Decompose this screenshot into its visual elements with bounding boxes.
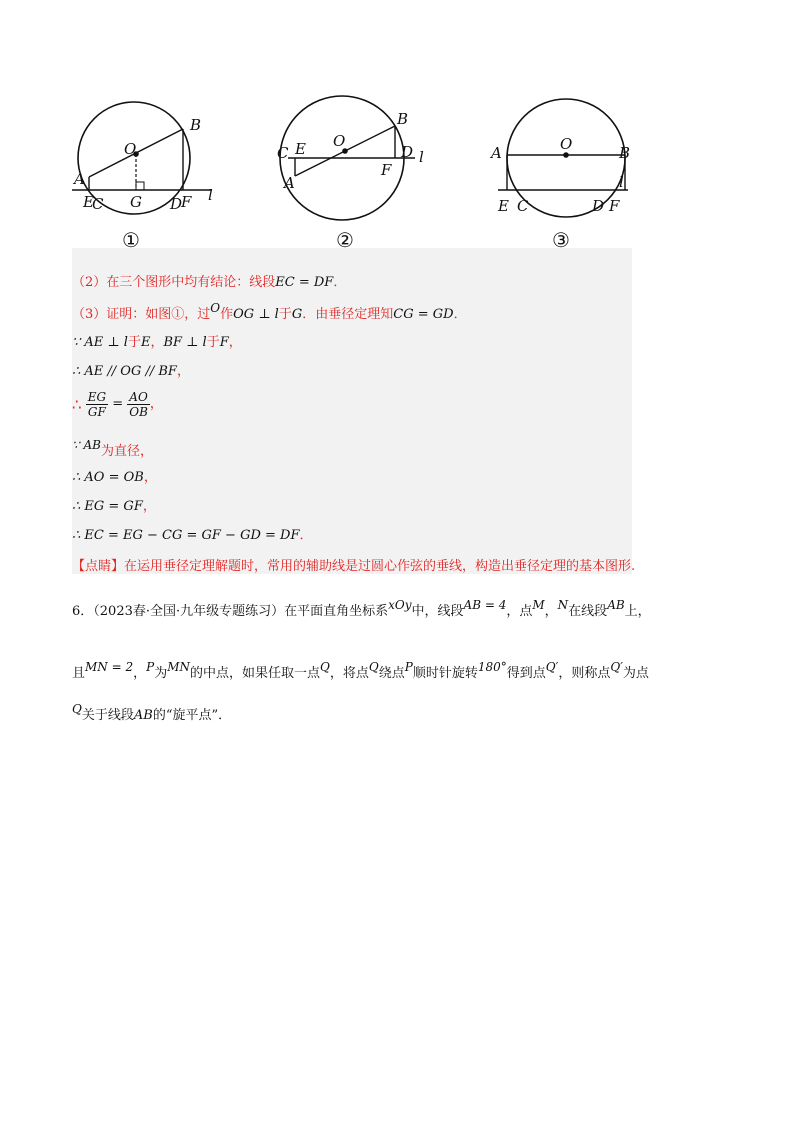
- figure-2-number: ②: [336, 228, 354, 252]
- question-6-line-2: 且MN = 2，P为MN的中点，如果任取一点Q，将点Q绕点P顺时针旋转180°得到点Q′，则称点Q′为点: [72, 660, 649, 681]
- fig3-label-f: F: [609, 197, 620, 215]
- fig2-label-f: F: [381, 161, 392, 179]
- tip-note: 【点睛】在运用垂径定理解题时，常用的辅助线是过圆心作弦的垂线，构造出垂径定理的基本图形.: [72, 559, 636, 574]
- proof-step-5: ∴ AO = OB，: [72, 470, 157, 485]
- question-6-line-3: Q关于线段AB的“旋平点”．: [72, 702, 232, 723]
- fig3-label-l: l: [619, 173, 624, 191]
- question-6-line-1: 6．（2023春·全国·九年级专题练习）在平面直角坐标系xOy中，线段AB = 4，点M，N在线段AB上，: [72, 598, 651, 619]
- proof-step-6: ∴ EG = GF，: [72, 499, 156, 514]
- fig2-label-c: C: [277, 144, 289, 162]
- figure-2: [275, 96, 435, 226]
- fig2-label-b: B: [397, 110, 409, 128]
- fig1-label-f: F: [181, 193, 192, 211]
- proof-step-2: ∴ AE // OG // BF，: [72, 364, 190, 379]
- fig2-label-d: D: [401, 143, 414, 161]
- fig3-label-b: B: [619, 144, 631, 162]
- proof-step-7: ∴ EC = EG − CG = GF − GD = DF．: [72, 528, 313, 543]
- figure-3-number: ③: [552, 228, 570, 252]
- fig2-label-a: A: [284, 174, 295, 192]
- fig3-label-a: A: [491, 144, 502, 162]
- fig1-label-e: E: [83, 193, 94, 211]
- figure-1-number: ①: [122, 228, 140, 252]
- fig1-label-d: D: [170, 195, 183, 213]
- fig1-label-o: O: [124, 140, 137, 158]
- proof-step-4: ∵ AB为直径，: [72, 438, 153, 459]
- fig1-label-b: B: [190, 116, 202, 134]
- fig1-label-a: A: [74, 170, 85, 188]
- fig2-label-o: O: [333, 132, 346, 150]
- fig2-label-l: l: [419, 148, 424, 166]
- fig2-label-e: E: [295, 140, 306, 158]
- solution-part2: （2）在三个图形中均有结论：线段EC = DF．: [72, 275, 347, 290]
- fig3-label-c: C: [517, 197, 529, 215]
- proof-step-3: ∴ $\frac{EG}{GF}$ = $\frac{AO}{OB}$ ，: [72, 390, 163, 419]
- fraction-ao-ob: $\frac{AO}{OB}$: [129, 390, 148, 419]
- figure-3: [488, 96, 638, 226]
- fig1-label-c: C: [92, 195, 104, 213]
- fig3-label-e: E: [498, 197, 509, 215]
- fraction-eg-gf: $\frac{EG}{GF}$: [87, 390, 107, 419]
- figure-1: [72, 96, 222, 226]
- solution-part3: （3）证明：如图①，过O作OG ⊥ l于G．由垂径定理知CG = GD．: [72, 301, 467, 322]
- fig1-label-l: l: [208, 186, 213, 204]
- fig1-label-g: G: [130, 193, 142, 211]
- proof-step-1: ∵ AE ⊥ l于E，BF ⊥ l于F，: [72, 335, 242, 350]
- fig3-label-d: D: [592, 197, 605, 215]
- fig3-label-o: O: [560, 135, 573, 153]
